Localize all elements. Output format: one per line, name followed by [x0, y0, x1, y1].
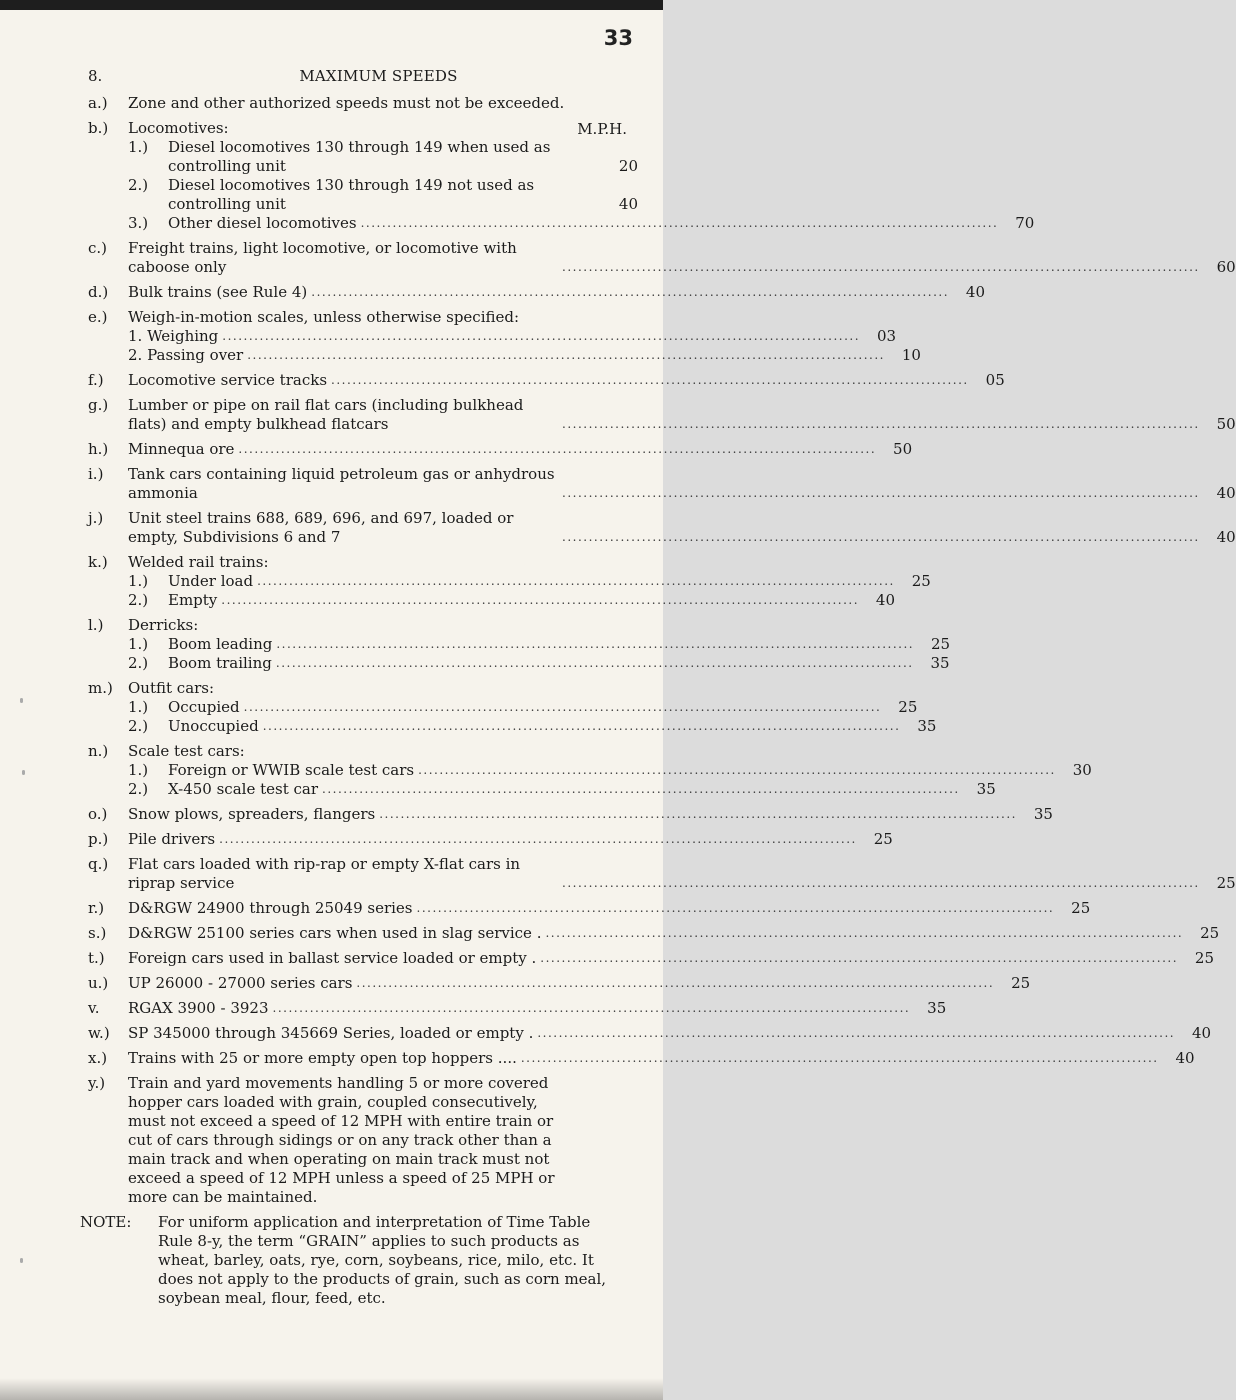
note-label: NOTE: [80, 1213, 132, 1231]
speed-value: 50 [893, 440, 913, 458]
sub-item [128, 635, 951, 654]
leader-dots: ........................................................................................................................ [219, 832, 857, 846]
list-item-l [80, 616, 951, 673]
item-label: r.) [88, 899, 105, 917]
leader-dots: ........................................................................................................................ [272, 1001, 911, 1015]
item-label: s.) [88, 924, 107, 942]
sub-item [128, 591, 896, 610]
speed-value: 60 [1216, 258, 1236, 276]
speed-value: 40 [1216, 528, 1236, 546]
speed-value: 25 [931, 635, 951, 653]
page-number: 33 [603, 26, 633, 50]
item-text: Pile drivers [128, 830, 216, 848]
item-label: n.) [88, 742, 109, 760]
speed-value: 03 [876, 327, 897, 345]
leader-dots: ........................................................................................................................ [545, 926, 1184, 940]
sub-item-text: Boom trailing [168, 654, 272, 672]
leader-dots: ........................................................................................................................ [520, 1051, 1159, 1065]
sub-item-text: Empty [168, 591, 218, 609]
speed-value: 40 [1175, 1049, 1195, 1067]
item-text: Trains with 25 or more empty open top hoppers .... [128, 1049, 517, 1067]
item-text: Tank cars containing liquid petroleum gas or anhydrous ammonia [128, 465, 555, 502]
list-item-k [80, 553, 931, 610]
sub-item-label: 1. [128, 327, 143, 345]
leader-dots: ........................................................................................................................ [322, 782, 960, 796]
leader-dots: ........................................................................................................................ [379, 807, 1017, 821]
item-text: Derricks: [128, 616, 199, 634]
leader-dots: ........................................................................................................................ [562, 876, 1200, 890]
list-item-o [80, 805, 1053, 824]
list-item-r [80, 899, 1091, 918]
item-text: RGAX 3900 - 3923 [128, 999, 269, 1017]
leader-dots: ........................................................................................................................ [418, 763, 1056, 777]
item-label: h.) [88, 440, 109, 458]
leader-dots: ........................................................................................................................ [537, 1026, 1176, 1040]
item-label: p.) [88, 830, 109, 848]
leader-dots: ........................................................................................................................ [360, 216, 999, 230]
item-text: Foreign cars used in ballast service loaded or empty . [128, 949, 537, 967]
speed-value: 25 [898, 698, 918, 716]
leader-dots: ........................................................................................................................ [562, 417, 1200, 431]
sub-item [128, 780, 996, 799]
speed-value: 70 [1015, 214, 1035, 232]
leader-dots: ........................................................................................................................ [356, 976, 995, 990]
sub-item-label: 2.) [128, 717, 149, 735]
item-label: i.) [88, 465, 104, 483]
item-label: c.) [88, 239, 108, 257]
item-label: q.) [88, 855, 109, 873]
item-label: o.) [88, 805, 108, 823]
leader-dots: ........................................................................................................................ [262, 719, 901, 733]
sub-item-text: Diesel locomotives 130 through 149 not used as controlling unit [168, 176, 535, 213]
sub-item-label: 1.) [128, 698, 149, 716]
list-item-u [80, 974, 1031, 993]
leader-dots: ........................................................................................................................ [275, 656, 914, 670]
speed-value: 25 [1011, 974, 1031, 992]
leader-dots: ........................................................................................................................ [221, 593, 860, 607]
list-item-e [80, 308, 921, 365]
item-text: Welded rail trains: [128, 553, 269, 571]
speed-value: 25 [873, 830, 893, 848]
speed-list [80, 94, 1236, 1308]
item-text: D&RGW 24900 through 25049 series [128, 899, 413, 917]
speed-value: 25 [1216, 874, 1236, 892]
speed-value: 35 [930, 654, 950, 672]
item-text: Scale test cars: [128, 742, 245, 760]
list-item-g [80, 396, 1236, 434]
sub-item [128, 346, 921, 365]
sub-item [128, 717, 937, 736]
sub-item-text: Other diesel locomotives [168, 214, 357, 232]
item-text: Outfit cars: [128, 679, 215, 697]
section-title: MAXIMUM SPEEDS [299, 67, 458, 85]
sub-item [128, 572, 931, 591]
leader-dots: ........................................................................................................................ [331, 373, 969, 387]
sub-item-label: 2.) [128, 654, 149, 672]
sub-item-text: Diesel locomotives 130 through 149 when used as controlling unit [168, 138, 551, 175]
note-block [80, 1213, 625, 1308]
item-text: Weigh-in-motion scales, unless otherwise specified: [128, 308, 520, 326]
sub-item-label: 1.) [128, 761, 149, 779]
sub-item [128, 327, 897, 346]
sub-item [128, 761, 1092, 780]
speed-value: 35 [1033, 805, 1053, 823]
list-item-c [80, 239, 1236, 277]
sub-item-label: 1.) [128, 572, 149, 590]
item-label: v. [88, 999, 100, 1017]
speed-value: 20 [618, 157, 638, 175]
section-number: 8. [88, 67, 103, 85]
speed-value: 40 [965, 283, 986, 301]
speed-value: 40 [1216, 484, 1236, 502]
list-item-v [80, 999, 947, 1018]
speed-value: 50 [1216, 415, 1236, 433]
item-label: j.) [88, 509, 104, 527]
speed-value: 25 [1071, 899, 1091, 917]
item-text: Minnequa ore [128, 440, 235, 458]
leader-dots: ........................................................................................................................ [562, 486, 1200, 500]
item-label: l.) [88, 616, 104, 634]
list-item-h [80, 440, 913, 459]
item-label: b.) [88, 119, 109, 137]
speed-value: 05 [985, 371, 1005, 389]
item-text: Locomotive service tracks [128, 371, 328, 389]
item-label: y.) [88, 1074, 106, 1092]
item-text: Locomotives: [128, 119, 229, 137]
sub-item-text: Under load [168, 572, 254, 590]
sub-item [128, 214, 1035, 233]
list-item-p [80, 830, 893, 849]
sub-item-label: 1.) [128, 138, 149, 156]
sub-item-label: 2.) [128, 591, 149, 609]
item-label: k.) [88, 553, 108, 571]
leader-dots: ........................................................................................................................ [243, 700, 882, 714]
speed-value: 40 [875, 591, 896, 609]
sub-item-label: 1.) [128, 635, 149, 653]
leader-dots: ........................................................................................................................ [416, 901, 1055, 915]
list-item-d [80, 283, 986, 302]
leader-dots: ........................................................................................................................ [540, 951, 1179, 965]
item-text: SP 345000 through 345669 Series, loaded or empty . [128, 1024, 534, 1042]
item-text: D&RGW 25100 series cars when used in slag service . [128, 924, 542, 942]
sub-item-text: Boom leading [168, 635, 273, 653]
speed-value: 25 [911, 572, 931, 590]
speed-value: 35 [917, 717, 937, 735]
sub-item-text: X-450 scale test car [168, 780, 319, 798]
list-item-b [80, 119, 1035, 233]
sub-item-text: Foreign or WWIB scale test cars [168, 761, 415, 779]
list-item-n [80, 742, 1092, 799]
sub-item-label: 2.) [128, 176, 149, 194]
leader-dots: ........................................................................................................................ [311, 285, 950, 299]
item-label: d.) [88, 283, 109, 301]
item-label: w.) [88, 1024, 110, 1042]
speed-value: 25 [1194, 949, 1215, 967]
item-text: Flat cars loaded with rip-rap or empty X-flat cars in riprap service [128, 855, 521, 892]
scan-speck [20, 1258, 23, 1263]
speed-value: 40 [1191, 1024, 1212, 1042]
item-text: Train and yard movements handling 5 or more covered hopper cars loaded with grain, coupled consecutively, must not exceed a speed of 12 MPH with entire train or cut of cars through sidings or on any track other than a main track and when operating on main track must not exceed a speed of 12 MPH unless a speed of 25 MPH or more can be maintained. [128, 1074, 555, 1206]
scan-top-edge [0, 0, 663, 10]
speed-value: 35 [976, 780, 996, 798]
list-item-x [80, 1049, 1195, 1068]
item-label: t.) [88, 949, 105, 967]
item-label: g.) [88, 396, 109, 414]
speed-value: 40 [618, 195, 638, 213]
sub-item [128, 138, 638, 176]
leader-dots: ........................................................................................................................ [257, 574, 895, 588]
leader-dots: ........................................................................................................................ [276, 637, 915, 651]
leader-dots: ........................................................................................................................ [222, 329, 861, 343]
leader-dots: ........................................................................................................................ [562, 530, 1200, 544]
speed-value: 30 [1072, 761, 1092, 779]
list-item-w [80, 1024, 1212, 1043]
item-text: Unit steel trains 688, 689, 696, and 697, loaded or empty, Subdivisions 6 and 7 [128, 509, 514, 546]
sub-item [128, 654, 950, 673]
sub-item [128, 176, 638, 214]
sub-item-label: 2. [128, 346, 143, 364]
list-item-y [80, 1074, 625, 1207]
item-text: Zone and other authorized speeds must not be exceeded. [128, 94, 565, 112]
item-text: Lumber or pipe on rail flat cars (including bulkhead flats) and empty bulkhead flatcars [128, 396, 524, 433]
item-label: f.) [88, 371, 104, 389]
sub-item-label: 2.) [128, 780, 149, 798]
item-label: m.) [88, 679, 113, 697]
sub-item-text: Occupied [168, 698, 240, 716]
speed-value: 10 [901, 346, 921, 364]
item-text: Snow plows, spreaders, flangers [128, 805, 376, 823]
list-item-f [80, 371, 1005, 390]
sub-item [128, 698, 918, 717]
item-label: u.) [88, 974, 109, 992]
leader-dots: ........................................................................................................................ [562, 260, 1200, 274]
scan-speck [22, 770, 25, 775]
item-label: a.) [88, 94, 108, 112]
sub-item-text: Unoccupied [168, 717, 259, 735]
list-item-t [80, 949, 1215, 968]
scan-bottom-edge [0, 1378, 663, 1400]
speed-value: 35 [927, 999, 947, 1017]
item-text: UP 26000 - 27000 series cars [128, 974, 353, 992]
speed-value: 25 [1200, 924, 1220, 942]
scan-speck [20, 698, 23, 703]
sub-item-text: Weighing [147, 327, 219, 345]
leader-dots: ........................................................................................................................ [247, 348, 885, 362]
note-text: For uniform application and interpretation of Time Table Rule 8-y, the term “GRAIN” applies to such products as wheat, barley, oats, rye, corn, soybeans, rice, milo, etc. It does not apply to the products of grain, such as corn meal, soybean meal, flour, feed, etc. [158, 1213, 607, 1307]
item-label: e.) [88, 308, 108, 326]
list-item-i [80, 465, 1236, 503]
column-header-mph: M.P.H. [577, 120, 627, 138]
sub-item-label: 3.) [128, 214, 149, 232]
item-label: x.) [88, 1049, 108, 1067]
list-item-a [80, 94, 625, 113]
list-item-s [80, 924, 1220, 943]
leader-dots: ........................................................................................................................ [238, 442, 877, 456]
list-item-m [80, 679, 937, 736]
list-item-j [80, 509, 1236, 547]
item-text: Freight trains, light locomotive, or locomotive with caboose only [128, 239, 517, 276]
item-text: Bulk trains (see Rule 4) [128, 283, 308, 301]
list-item-q [80, 855, 1236, 893]
sub-item-text: Passing over [147, 346, 244, 364]
